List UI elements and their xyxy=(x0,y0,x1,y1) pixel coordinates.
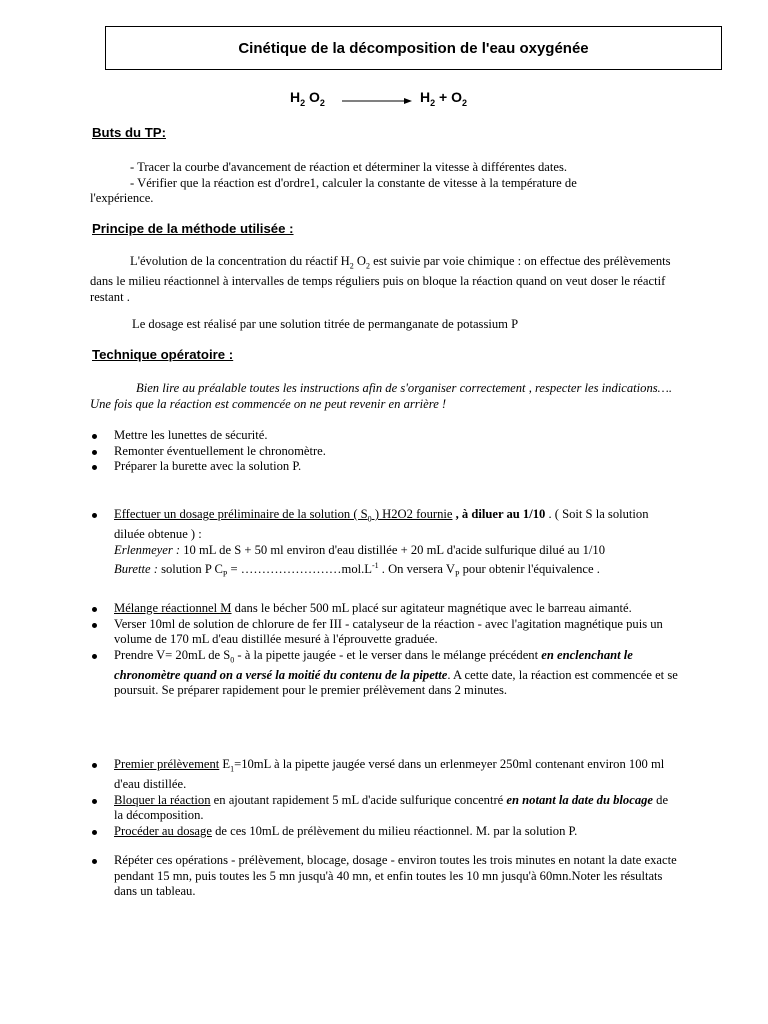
page-title: Cinétique de la décomposition de l'eau oxygénée xyxy=(238,39,589,57)
equation-products: $H_2 + O_2$ xyxy=(420,89,468,108)
list-item-block: Bloquer la réaction en ajoutant rapidement 5 mL d'acide sulfurique concentré en notant la date du blocage de la décomposition. xyxy=(90,793,680,824)
dosage-list xyxy=(90,507,680,583)
goal-line-3: l'expérience. xyxy=(90,191,154,205)
list-item-dosage: Effectuer un dosage préliminaire de la solution ( $S_0$ ) H2O2 fournie , à diluer au 1/10 . ( Soit S la solution diluée obtenue ) : Erlenmeyer : 10 mL de S + 50 ml environ d'eau distillée + 20 mL d'acide sulfurique dilué au 1/10 Burette : solution P $C_P$ = $\dots\dots\dots\dots\dots\dots\dots\dots mol.L^{-1}$ . On versera $V_P$ pour obtenir l'équivalence . xyxy=(90,507,680,583)
equation-reactant: $H_2$ $O_2$ xyxy=(290,89,325,108)
section-principle-heading: Principe de la méthode utilisée : xyxy=(92,221,294,236)
list-item: Remonter éventuellement le chronomètre. xyxy=(90,444,680,460)
list-item-start: Prendre V= 20mL de $S_0$ - à la pipette jaugée - et le verser dans le mélange précédent en enclenchant le chronomètre quand on a versé la moitié du contenu de la pipette. A cette date, la réaction est commencée et se poursuit. Se préparer rapidement pour le premier prélèvement dans 2 minutes. xyxy=(90,648,680,699)
technique-intro: Bien lire au préalable toutes les instructions afin de s'organiser correctement , respecter les indications…. Une fois que la réaction est commencée on ne peut revenir en arrière ! xyxy=(90,381,672,411)
list-item: Préparer la burette avec la solution P. xyxy=(90,459,680,475)
repeat-list xyxy=(90,853,680,900)
list-item-mixture: Mélange réactionnel M dans le bécher 500 mL placé sur agitateur magnétique avec le barreau aimanté. xyxy=(90,601,680,617)
section-goals-heading: Buts du TP: xyxy=(92,125,166,140)
sampling-list xyxy=(90,757,680,839)
list-item-titrate: Procéder au dosage de ces 10mL de prélèvement du milieu réactionnel. M. par la solution P. xyxy=(90,824,680,840)
safety-list xyxy=(90,428,680,475)
list-item: Mettre les lunettes de sécurité. xyxy=(90,428,680,444)
reaction-arrow-icon xyxy=(342,97,412,105)
title-box xyxy=(105,26,722,70)
principle-paragraph: L'évolution de la concentration du réactif $H_2$ $O_2$ est suivie par voie chimique : on effectue des prélèvements dans le milieu réactionnel à intervalles de temps réguliers puis on bloque la réaction quand on veut doser le réactif restant . xyxy=(90,254,671,304)
goal-line-2: - Vérifier que la réaction est d'ordre1, calculer la constante de vitesse à la température de xyxy=(130,176,577,190)
section-technique-heading: Technique opératoire : xyxy=(92,347,234,362)
reaction-equation xyxy=(290,89,490,109)
list-item-repeat: Répéter ces opérations - prélèvement, blocage, dosage - environ toutes les trois minutes en notant la date exacte pendant 15 mn, puis toutes les 5 mn jusqu'à 40 mn, et enfin toutes les 10 mn jusqu'à 60mn.Noter les résultats dans un tableau. xyxy=(90,853,680,900)
dosage-method-paragraph: Le dosage est réalisé par une solution titrée de permanganate de potassium P xyxy=(132,317,519,331)
mixture-list xyxy=(90,601,680,699)
goal-line-1: - Tracer la courbe d'avancement de réaction et déterminer la vitesse à différentes dates. xyxy=(130,160,568,174)
list-item-catalyst: Verser 10ml de solution de chlorure de fer III - catalyseur de la réaction - avec l'agitation magnétique puis un volume de 170 mL d'eau distillée mesuré à l'éprouvette graduée. xyxy=(90,617,680,648)
list-item-first-sample: Premier prélèvement $E_1=10mL$ à la pipette jaugée versé dans un erlenmeyer 250ml contenant environ 100 ml d'eau distillée. xyxy=(90,757,680,793)
